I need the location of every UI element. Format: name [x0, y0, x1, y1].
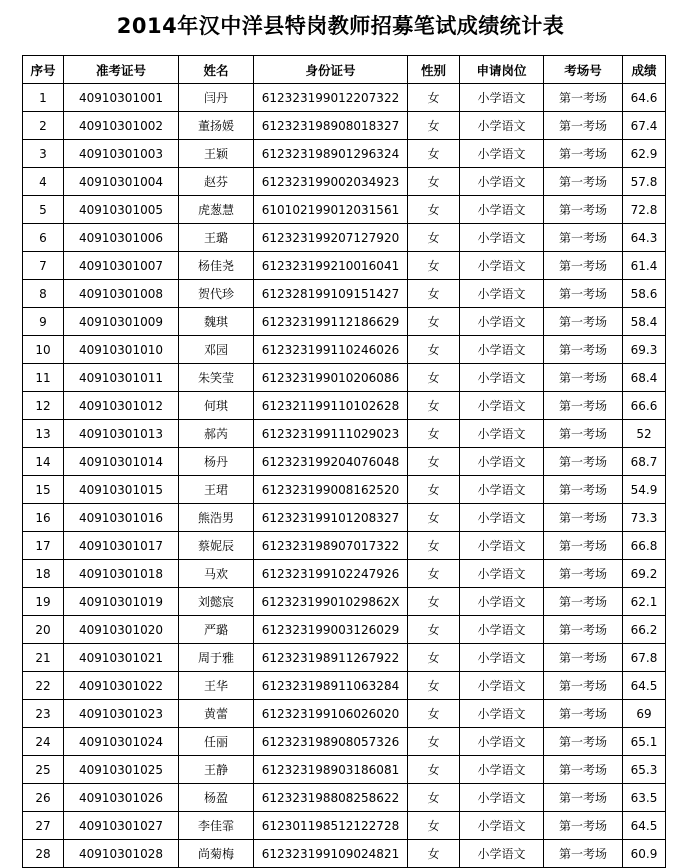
cell-exam-number: 40910301008	[64, 280, 179, 308]
cell-exam-number: 40910301020	[64, 616, 179, 644]
cell-score: 63.5	[623, 784, 666, 812]
cell-id-number: 612323199110246026	[254, 336, 408, 364]
cell-score: 66.2	[623, 616, 666, 644]
cell-position: 小学语文	[460, 140, 544, 168]
cell-exam-number: 40910301001	[64, 84, 179, 112]
cell-id-number: 612323198911063284	[254, 672, 408, 700]
cell-gender: 女	[408, 588, 460, 616]
cell-gender: 女	[408, 700, 460, 728]
cell-exam-number: 40910301003	[64, 140, 179, 168]
cell-gender: 女	[408, 224, 460, 252]
col-header-index: 序号	[23, 56, 64, 84]
table-row	[23, 532, 666, 560]
table-row	[23, 504, 666, 532]
cell-exam-number: 40910301024	[64, 728, 179, 756]
cell-score: 69.3	[623, 336, 666, 364]
cell-exam-room: 第一考场	[544, 644, 623, 672]
cell-gender: 女	[408, 280, 460, 308]
score-table	[22, 55, 666, 868]
cell-id-number: 61232319901029862X	[254, 588, 408, 616]
table-row	[23, 840, 666, 868]
cell-name: 闫丹	[179, 84, 254, 112]
cell-score: 66.8	[623, 532, 666, 560]
cell-position: 小学语文	[460, 196, 544, 224]
cell-index: 28	[23, 840, 64, 868]
cell-id-number: 612323199010206086	[254, 364, 408, 392]
cell-score: 64.5	[623, 672, 666, 700]
cell-exam-number: 40910301026	[64, 784, 179, 812]
cell-position: 小学语文	[460, 280, 544, 308]
cell-score: 52	[623, 420, 666, 448]
cell-position: 小学语文	[460, 560, 544, 588]
cell-name: 王珺	[179, 476, 254, 504]
cell-gender: 女	[408, 84, 460, 112]
cell-exam-number: 40910301016	[64, 504, 179, 532]
cell-name: 虎葱慧	[179, 196, 254, 224]
cell-name: 董扬媛	[179, 112, 254, 140]
cell-gender: 女	[408, 392, 460, 420]
cell-name: 贺代珍	[179, 280, 254, 308]
cell-id-number: 612323198903186081	[254, 756, 408, 784]
cell-exam-room: 第一考场	[544, 784, 623, 812]
cell-name: 何琪	[179, 392, 254, 420]
cell-index: 6	[23, 224, 64, 252]
cell-exam-room: 第一考场	[544, 196, 623, 224]
cell-gender: 女	[408, 532, 460, 560]
cell-gender: 女	[408, 420, 460, 448]
cell-exam-room: 第一考场	[544, 112, 623, 140]
cell-score: 72.8	[623, 196, 666, 224]
col-header-exam-number: 准考证号	[64, 56, 179, 84]
table-row	[23, 588, 666, 616]
col-header-gender: 性别	[408, 56, 460, 84]
cell-exam-room: 第一考场	[544, 420, 623, 448]
table-row	[23, 672, 666, 700]
cell-position: 小学语文	[460, 364, 544, 392]
cell-name: 杨丹	[179, 448, 254, 476]
cell-exam-room: 第一考场	[544, 336, 623, 364]
table-row	[23, 616, 666, 644]
table-row	[23, 336, 666, 364]
cell-score: 68.7	[623, 448, 666, 476]
cell-score: 57.8	[623, 168, 666, 196]
table-row	[23, 644, 666, 672]
cell-score: 73.3	[623, 504, 666, 532]
cell-position: 小学语文	[460, 644, 544, 672]
cell-name: 尚菊梅	[179, 840, 254, 868]
cell-exam-room: 第一考场	[544, 672, 623, 700]
cell-score: 67.8	[623, 644, 666, 672]
cell-position: 小学语文	[460, 308, 544, 336]
cell-gender: 女	[408, 784, 460, 812]
cell-id-number: 612323198908018327	[254, 112, 408, 140]
cell-position: 小学语文	[460, 336, 544, 364]
cell-exam-number: 40910301011	[64, 364, 179, 392]
cell-exam-number: 40910301023	[64, 700, 179, 728]
cell-exam-room: 第一考场	[544, 252, 623, 280]
cell-name: 王华	[179, 672, 254, 700]
table-row	[23, 756, 666, 784]
cell-score: 68.4	[623, 364, 666, 392]
cell-exam-number: 40910301017	[64, 532, 179, 560]
cell-index: 19	[23, 588, 64, 616]
cell-exam-room: 第一考场	[544, 812, 623, 840]
page-title: 2014年汉中洋县特岗教师招募笔试成绩统计表	[116, 14, 565, 38]
cell-exam-room: 第一考场	[544, 476, 623, 504]
cell-score: 67.4	[623, 112, 666, 140]
cell-position: 小学语文	[460, 420, 544, 448]
table-row	[23, 364, 666, 392]
cell-score: 62.1	[623, 588, 666, 616]
cell-id-number: 612323199012207322	[254, 84, 408, 112]
cell-index: 18	[23, 560, 64, 588]
cell-id-number: 612323199210016041	[254, 252, 408, 280]
cell-id-number: 612323199008162520	[254, 476, 408, 504]
cell-name: 赵芬	[179, 168, 254, 196]
cell-index: 3	[23, 140, 64, 168]
cell-exam-room: 第一考场	[544, 224, 623, 252]
cell-exam-room: 第一考场	[544, 700, 623, 728]
cell-index: 15	[23, 476, 64, 504]
cell-id-number: 612323199002034923	[254, 168, 408, 196]
cell-name: 郝芮	[179, 420, 254, 448]
cell-position: 小学语文	[460, 112, 544, 140]
cell-name: 杨佳尧	[179, 252, 254, 280]
cell-name: 李佳霏	[179, 812, 254, 840]
cell-exam-number: 40910301012	[64, 392, 179, 420]
col-header-name: 姓名	[179, 56, 254, 84]
cell-exam-number: 40910301018	[64, 560, 179, 588]
cell-exam-number: 40910301002	[64, 112, 179, 140]
cell-name: 朱笑莹	[179, 364, 254, 392]
cell-score: 64.6	[623, 84, 666, 112]
cell-score: 64.5	[623, 812, 666, 840]
cell-gender: 女	[408, 196, 460, 224]
cell-score: 69.2	[623, 560, 666, 588]
cell-name: 王颖	[179, 140, 254, 168]
cell-exam-number: 40910301013	[64, 420, 179, 448]
col-header-position: 申请岗位	[460, 56, 544, 84]
cell-gender: 女	[408, 756, 460, 784]
cell-id-number: 612321199110102628	[254, 392, 408, 420]
cell-exam-room: 第一考场	[544, 84, 623, 112]
cell-index: 10	[23, 336, 64, 364]
cell-index: 12	[23, 392, 64, 420]
cell-index: 11	[23, 364, 64, 392]
cell-index: 14	[23, 448, 64, 476]
cell-gender: 女	[408, 252, 460, 280]
cell-id-number: 612323199112186629	[254, 308, 408, 336]
cell-position: 小学语文	[460, 168, 544, 196]
cell-index: 8	[23, 280, 64, 308]
cell-id-number: 612323199003126029	[254, 616, 408, 644]
cell-id-number: 612323198808258622	[254, 784, 408, 812]
table-row	[23, 252, 666, 280]
cell-gender: 女	[408, 840, 460, 868]
cell-exam-room: 第一考场	[544, 840, 623, 868]
cell-index: 1	[23, 84, 64, 112]
cell-index: 25	[23, 756, 64, 784]
cell-index: 2	[23, 112, 64, 140]
col-header-exam-room: 考场号	[544, 56, 623, 84]
cell-gender: 女	[408, 504, 460, 532]
table-row	[23, 168, 666, 196]
cell-index: 21	[23, 644, 64, 672]
cell-exam-room: 第一考场	[544, 560, 623, 588]
table-row	[23, 728, 666, 756]
cell-position: 小学语文	[460, 84, 544, 112]
cell-position: 小学语文	[460, 224, 544, 252]
cell-id-number: 612323199106026020	[254, 700, 408, 728]
cell-position: 小学语文	[460, 756, 544, 784]
cell-position: 小学语文	[460, 840, 544, 868]
cell-gender: 女	[408, 672, 460, 700]
cell-id-number: 612323199111029023	[254, 420, 408, 448]
cell-gender: 女	[408, 112, 460, 140]
table-row	[23, 84, 666, 112]
cell-exam-number: 40910301027	[64, 812, 179, 840]
cell-index: 23	[23, 700, 64, 728]
cell-score: 65.3	[623, 756, 666, 784]
cell-exam-room: 第一考场	[544, 504, 623, 532]
cell-exam-number: 40910301021	[64, 644, 179, 672]
table-row	[23, 280, 666, 308]
table-row	[23, 308, 666, 336]
cell-exam-number: 40910301004	[64, 168, 179, 196]
cell-score: 58.4	[623, 308, 666, 336]
cell-name: 熊浩男	[179, 504, 254, 532]
cell-exam-number: 40910301006	[64, 224, 179, 252]
cell-exam-number: 40910301007	[64, 252, 179, 280]
cell-score: 54.9	[623, 476, 666, 504]
cell-id-number: 612328199109151427	[254, 280, 408, 308]
cell-id-number: 612323199101208327	[254, 504, 408, 532]
col-header-score: 成绩	[623, 56, 666, 84]
col-header-id-number: 身份证号	[254, 56, 408, 84]
cell-exam-room: 第一考场	[544, 308, 623, 336]
cell-gender: 女	[408, 616, 460, 644]
cell-name: 杨盈	[179, 784, 254, 812]
table-row	[23, 812, 666, 840]
cell-exam-room: 第一考场	[544, 448, 623, 476]
cell-exam-number: 40910301009	[64, 308, 179, 336]
cell-position: 小学语文	[460, 476, 544, 504]
cell-id-number: 612323199204076048	[254, 448, 408, 476]
header-row	[23, 56, 666, 84]
cell-gender: 女	[408, 476, 460, 504]
cell-index: 5	[23, 196, 64, 224]
cell-exam-room: 第一考场	[544, 280, 623, 308]
cell-position: 小学语文	[460, 616, 544, 644]
cell-exam-number: 40910301019	[64, 588, 179, 616]
cell-index: 16	[23, 504, 64, 532]
cell-score: 62.9	[623, 140, 666, 168]
cell-exam-room: 第一考场	[544, 168, 623, 196]
cell-name: 刘懿宸	[179, 588, 254, 616]
cell-gender: 女	[408, 644, 460, 672]
cell-exam-room: 第一考场	[544, 140, 623, 168]
cell-index: 4	[23, 168, 64, 196]
cell-id-number: 612323199207127920	[254, 224, 408, 252]
cell-exam-number: 40910301028	[64, 840, 179, 868]
table-row	[23, 476, 666, 504]
cell-name: 任丽	[179, 728, 254, 756]
cell-exam-room: 第一考场	[544, 532, 623, 560]
cell-exam-room: 第一考场	[544, 364, 623, 392]
cell-index: 20	[23, 616, 64, 644]
cell-exam-room: 第一考场	[544, 392, 623, 420]
cell-name: 马欢	[179, 560, 254, 588]
cell-gender: 女	[408, 728, 460, 756]
cell-id-number: 612323198911267922	[254, 644, 408, 672]
cell-exam-number: 40910301005	[64, 196, 179, 224]
cell-index: 7	[23, 252, 64, 280]
table-row	[23, 112, 666, 140]
table-row	[23, 560, 666, 588]
table-row	[23, 196, 666, 224]
cell-position: 小学语文	[460, 448, 544, 476]
cell-index: 13	[23, 420, 64, 448]
cell-score: 69	[623, 700, 666, 728]
cell-index: 26	[23, 784, 64, 812]
cell-position: 小学语文	[460, 728, 544, 756]
cell-id-number: 612323198901296324	[254, 140, 408, 168]
cell-id-number: 610102199012031561	[254, 196, 408, 224]
cell-id-number: 612301198512122728	[254, 812, 408, 840]
cell-name: 黄蕾	[179, 700, 254, 728]
cell-index: 22	[23, 672, 64, 700]
cell-position: 小学语文	[460, 504, 544, 532]
cell-exam-room: 第一考场	[544, 588, 623, 616]
cell-id-number: 612323198908057326	[254, 728, 408, 756]
cell-position: 小学语文	[460, 700, 544, 728]
table-row	[23, 420, 666, 448]
cell-id-number: 612323199109024821	[254, 840, 408, 868]
cell-exam-number: 40910301015	[64, 476, 179, 504]
cell-score: 66.6	[623, 392, 666, 420]
cell-score: 61.4	[623, 252, 666, 280]
cell-exam-number: 40910301010	[64, 336, 179, 364]
cell-gender: 女	[408, 168, 460, 196]
cell-gender: 女	[408, 308, 460, 336]
cell-id-number: 612323198907017322	[254, 532, 408, 560]
cell-gender: 女	[408, 364, 460, 392]
table-row	[23, 448, 666, 476]
cell-index: 24	[23, 728, 64, 756]
table-row	[23, 224, 666, 252]
cell-exam-number: 40910301022	[64, 672, 179, 700]
cell-name: 王璐	[179, 224, 254, 252]
cell-index: 17	[23, 532, 64, 560]
cell-index: 27	[23, 812, 64, 840]
cell-name: 魏琪	[179, 308, 254, 336]
cell-gender: 女	[408, 560, 460, 588]
cell-name: 王静	[179, 756, 254, 784]
cell-exam-room: 第一考场	[544, 756, 623, 784]
cell-score: 65.1	[623, 728, 666, 756]
cell-position: 小学语文	[460, 672, 544, 700]
cell-gender: 女	[408, 336, 460, 364]
cell-position: 小学语文	[460, 532, 544, 560]
cell-exam-number: 40910301014	[64, 448, 179, 476]
cell-name: 周于雅	[179, 644, 254, 672]
cell-id-number: 612323199102247926	[254, 560, 408, 588]
cell-position: 小学语文	[460, 588, 544, 616]
cell-gender: 女	[408, 140, 460, 168]
table-row	[23, 140, 666, 168]
cell-score: 60.9	[623, 840, 666, 868]
table-row	[23, 700, 666, 728]
table-row	[23, 392, 666, 420]
cell-position: 小学语文	[460, 812, 544, 840]
cell-gender: 女	[408, 812, 460, 840]
cell-name: 严璐	[179, 616, 254, 644]
cell-exam-room: 第一考场	[544, 616, 623, 644]
cell-position: 小学语文	[460, 252, 544, 280]
cell-position: 小学语文	[460, 784, 544, 812]
cell-position: 小学语文	[460, 392, 544, 420]
cell-score: 64.3	[623, 224, 666, 252]
cell-exam-room: 第一考场	[544, 728, 623, 756]
cell-name: 蔡妮辰	[179, 532, 254, 560]
cell-index: 9	[23, 308, 64, 336]
cell-gender: 女	[408, 448, 460, 476]
table-row	[23, 784, 666, 812]
cell-score: 58.6	[623, 280, 666, 308]
cell-name: 邓园	[179, 336, 254, 364]
cell-exam-number: 40910301025	[64, 756, 179, 784]
